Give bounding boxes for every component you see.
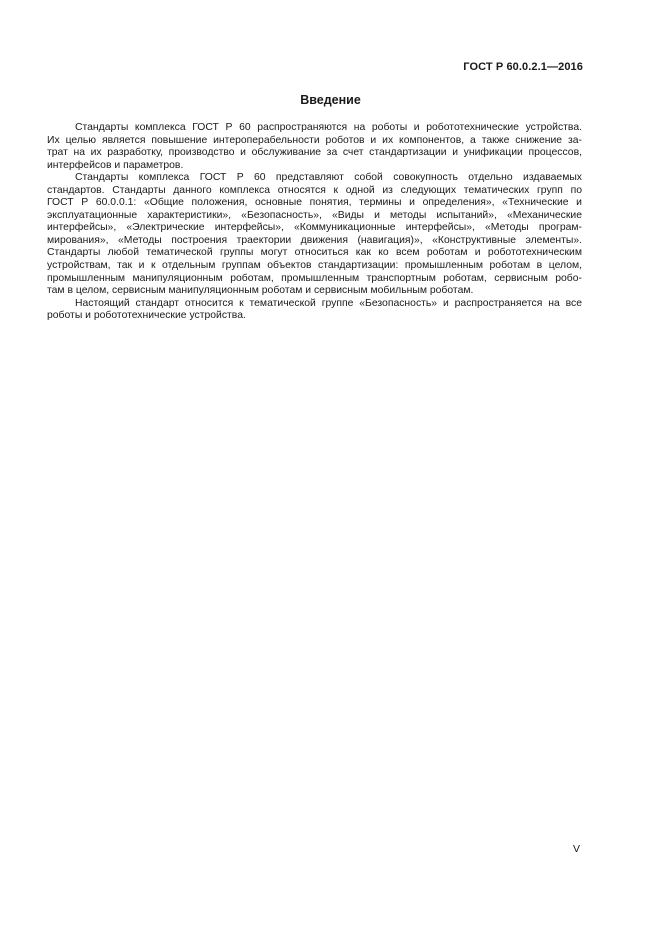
paragraph-2	[47, 172, 582, 297]
body-text	[47, 122, 582, 323]
text-line: трат на их разработку, производство и обслуживание за счет стандартизации и унификации процессов,	[47, 147, 582, 159]
section-title: Введение	[300, 93, 361, 107]
text-line: Их целью является повышение интероперабельности роботов и их компонентов, а также снижение за-	[47, 134, 582, 146]
text-line: мирования», «Методы построения траектории движения (навигация)», «Конструктивные элементы».	[47, 234, 582, 246]
paragraph-1	[47, 122, 582, 172]
text-line: промышленным манипуляционным роботам, промышленным транспортным роботам, сервисным робо-	[47, 272, 582, 284]
text-line: ГОСТ Р 60.0.0.1: «Общие положения, основные понятия, термины и определения», «Технические и	[47, 197, 582, 209]
paragraph-3	[47, 298, 582, 323]
text-line: стандартов. Стандарты данного комплекса относятся к одной из следующих тематических групп по	[47, 184, 582, 196]
text-line: Стандарты комплекса ГОСТ Р 60 представляют собой совокупность отдельно издаваемых	[75, 172, 582, 184]
text-line: эксплуатационные характеристики», «Безопасность», «Виды и методы испытаний», «Механические	[47, 209, 582, 221]
text-line: Настоящий стандарт относится к тематической группе «Безопасность» и распространяется на все	[75, 297, 582, 309]
text-line: интерфейсов и параметров.	[47, 159, 184, 171]
text-line: устройствам, так и к отдельным группам объектов стандартизации: промышленным роботам в целом,	[47, 260, 582, 272]
text-line: интерфейсы», «Электрические интерфейсы», «Коммуникационные интерфейсы», «Методы програм-	[47, 222, 582, 234]
document-header-id: ГОСТ Р 60.0.2.1—2016	[463, 61, 583, 73]
page-number: V	[573, 843, 581, 855]
text-line: там в целом, сервисным манипуляционным роботам и сервисным мобильным роботам.	[47, 285, 474, 297]
text-line: Стандарты комплекса ГОСТ Р 60 распространяются на роботы и робототехнические устройства.	[75, 122, 582, 133]
text-line: Стандарты любой тематической группы могут относиться как ко всем роботам и робототехническим	[47, 247, 582, 259]
text-line: роботы и робототехнические устройства.	[47, 310, 246, 322]
